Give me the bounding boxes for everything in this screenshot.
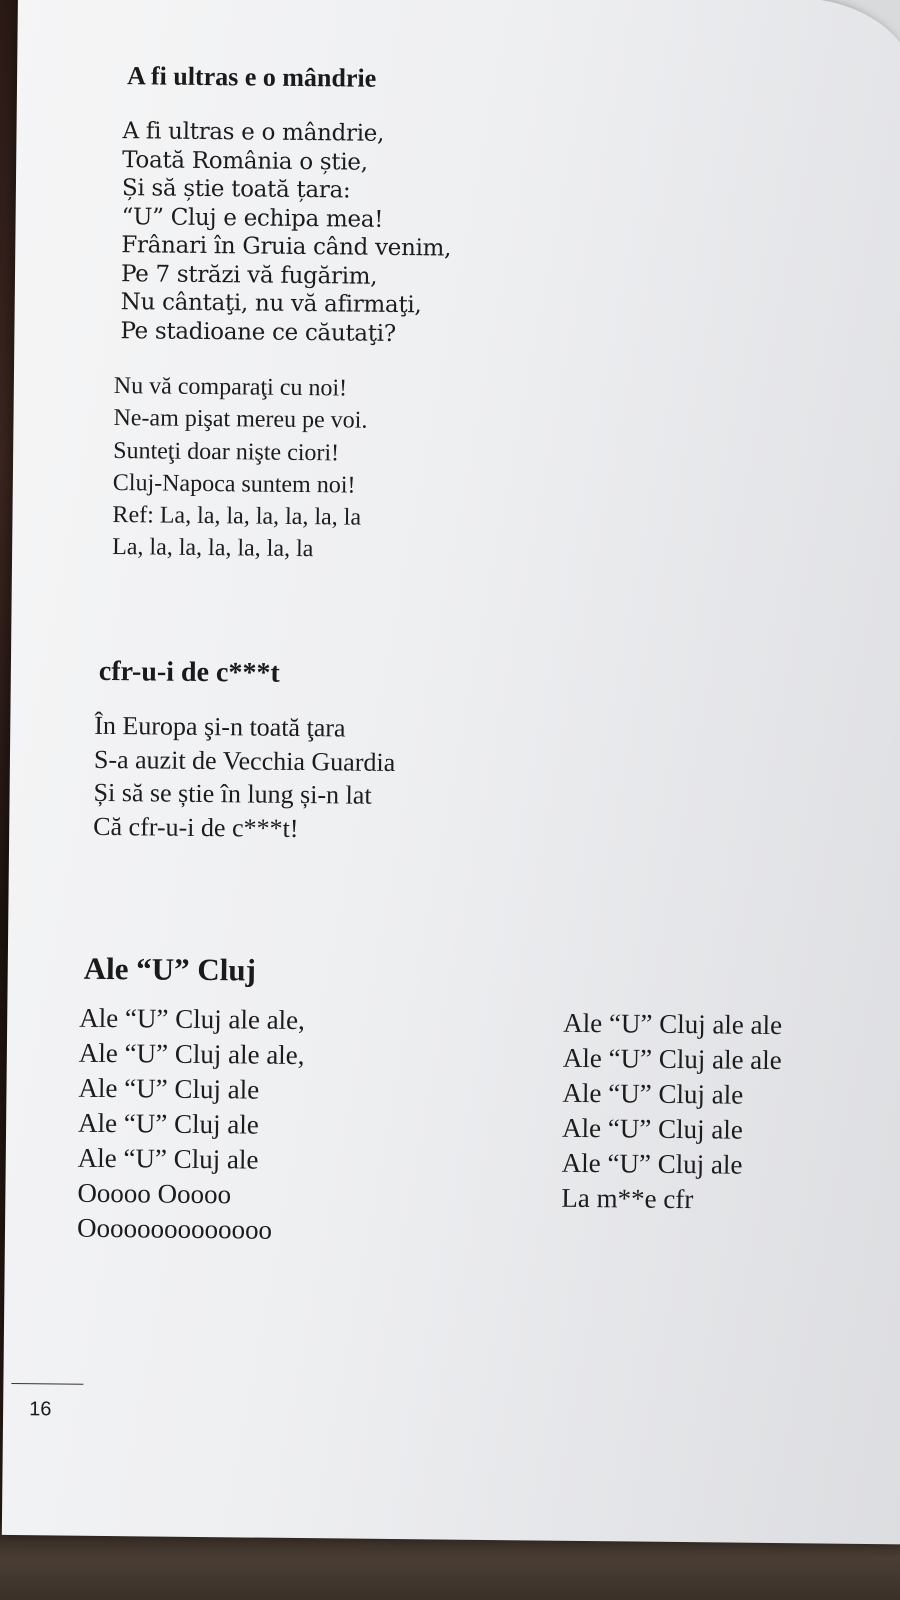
verse-line: Pe 7 străzi vă fugărim, <box>120 260 378 290</box>
verse-line: Ale “U” Cluj ale <box>77 1107 259 1140</box>
section-title-cfr: cfr-u-i de c***t <box>98 655 280 689</box>
verse-line: Ne-am pişat mereu pe voi. <box>113 405 368 434</box>
verse-line: Ale “U” Cluj ale ale <box>563 1007 783 1041</box>
page-number: 16 <box>29 1398 52 1421</box>
verse-line: În Europa şi-n toată ţara <box>94 710 346 743</box>
verse-line: Nu cântaţi, nu vă afirmaţi, <box>120 289 422 319</box>
refrain-line: Ref: La, la, la, la, la, la, la <box>112 502 362 531</box>
verse-line: A fi ultras e o mândrie, <box>122 118 385 147</box>
verse-line: Ale “U” Cluj ale <box>561 1147 743 1180</box>
verse-line: Cluj-Napoca suntem noi! <box>112 469 356 499</box>
verse-line: Și să se știe în lung și-n lat <box>93 777 372 810</box>
verse-line: Ooooo Ooooo <box>77 1177 232 1210</box>
ale-column-right <box>561 1006 782 1218</box>
verse-line: Toată România o știe, <box>122 146 368 176</box>
stanza-2 <box>112 370 368 566</box>
verse-line: Ale “U” Cluj ale <box>77 1142 259 1175</box>
footer-rule <box>11 1383 83 1385</box>
book-page <box>2 0 900 1544</box>
verse-line: Ale “U” Cluj ale ale <box>562 1042 782 1076</box>
verse-line: Oooooooooooooo <box>76 1212 273 1245</box>
verse-line: Nu vă comparaţi cu noi! <box>113 373 348 402</box>
refrain-line: La, la, la, la, la, la, la <box>112 534 314 563</box>
verse-line: Ale “U” Cluj ale ale, <box>79 1002 306 1036</box>
verse-line: La m**e cfr <box>561 1182 694 1215</box>
verse-line: Ale “U” Cluj ale <box>78 1072 260 1105</box>
verse-line: Ale “U” Cluj ale <box>561 1112 743 1145</box>
verse-line: S-a auzit de Vecchia Guardia <box>93 744 396 777</box>
verse-line: Ale “U” Cluj ale ale, <box>78 1037 305 1071</box>
verse-line: “U” Cluj e echipa mea! <box>121 203 384 233</box>
section-title-a-fi-ultras: A fi ultras e o mândrie <box>126 61 377 93</box>
verse-line: Că cfr-u-i de c***t! <box>93 811 299 843</box>
stanza-1 <box>120 117 452 348</box>
verse-line: Și să știe toată țara: <box>121 175 351 204</box>
verse-line: Ale “U” Cluj ale <box>562 1077 744 1110</box>
verse-line: Pe stadioane ce căutaţi? <box>120 317 396 347</box>
ale-column-left <box>77 1001 305 1248</box>
section-title-ale-u-cluj: Ale “U” Cluj <box>83 950 257 988</box>
verse-line: Sunteţi doar nişte ciori! <box>113 437 340 466</box>
stanza-cfr <box>93 709 396 846</box>
verse-line: Frânari în Gruia când venim, <box>121 232 452 262</box>
